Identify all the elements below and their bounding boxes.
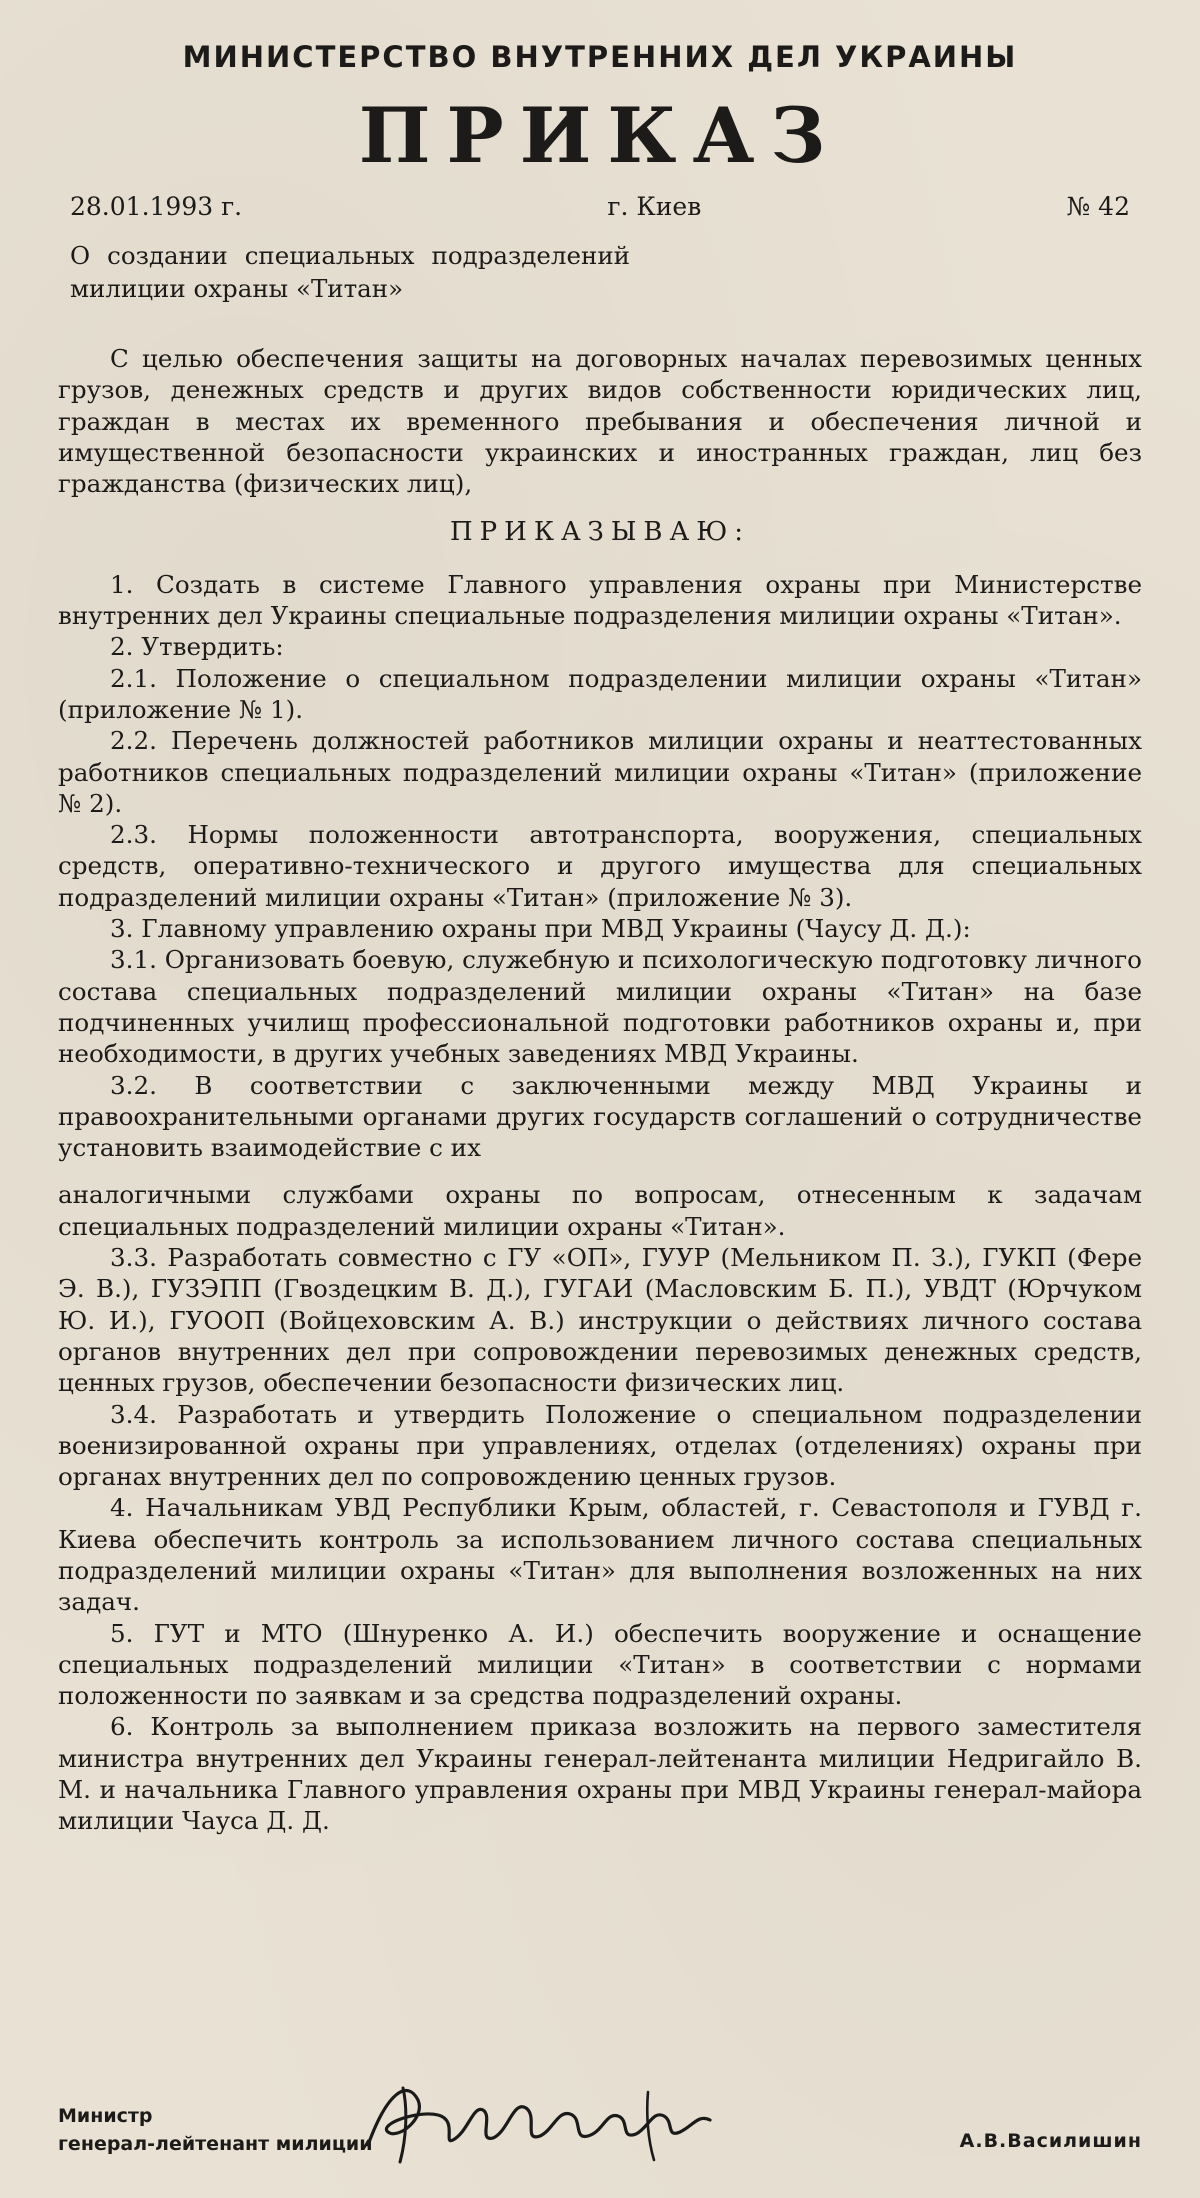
order-heading: ПРИКАЗЫВАЮ: xyxy=(449,517,751,548)
handwritten-signature-icon xyxy=(348,2070,748,2170)
item-2-2: 2.2. Перечень должностей работников милиции охраны и неаттестованных работников специальных подразделений милиции охраны «Титан» (приложение № 2). xyxy=(58,726,1142,818)
signature-block xyxy=(58,2100,1142,2170)
order-number: № 42 xyxy=(1066,192,1130,221)
item-3-2-continued: аналогичными службами охраны по вопросам, отнесенным к задачам специальных подразделений милиции охраны «Титан». xyxy=(58,1180,1142,1241)
preamble: С целью обеспечения защиты на договорных началах перевозимых ценных грузов, денежных средств и других видов собственности юридических лиц, граждан в местах их временного пребывания и обеспечения личной и имущественной безопасности украинских и иностранных граждан, лиц без гражданства (физических лиц), xyxy=(58,344,1142,499)
item-2: 2. Утвердить: xyxy=(110,632,284,662)
item-1: 1. Создать в системе Главного управления охраны при Министерстве внутренних дел Украины специальные подразделения милиции охраны «Титан». xyxy=(58,569,1142,631)
column-join-gap xyxy=(58,1163,1142,1179)
order-date: 28.01.1993 г. xyxy=(70,192,243,221)
item-3-2: 3.2. В соответствии с заключенными между МВД Украины и правоохранительными органами других государств соглашений о сотрудничестве установить взаимодействие с их xyxy=(58,1070,1142,1163)
item-5: 5. ГУТ и МТО (Шнуренко А. И.) обеспечить вооружение и оснащение специальных подразделений милиции «Титан» в соответствии с нормами положенности по заявкам и за средства подразделений охраны. xyxy=(58,1618,1142,1711)
item-3-4: 3.4. Разработать и утвердить Положение о специальном подразделении военизированной охраны при управлениях, отделах (отделениях) охраны при органах внутренних дел по сопровождению ценных грузов. xyxy=(58,1399,1142,1492)
item-2-1: 2.1. Положение о специальном подразделении милиции охраны «Титан» (приложение № 1). xyxy=(58,663,1142,724)
order-body xyxy=(58,343,1142,1837)
signatory-title xyxy=(58,2102,373,2158)
order-meta xyxy=(58,192,1142,221)
document-title: ПРИКАЗ xyxy=(358,91,842,180)
ministry-name: МИНИСТЕРСТВО ВНУТРЕННИХ ДЕЛ УКРАИНЫ xyxy=(182,40,1018,74)
item-3-3: 3.3. Разработать совместно с ГУ «ОП», ГУУР (Мельником П. З.), ГУКП (Фере Э. В.), ГУЗЭПП (Гвоздецким В. Д.), ГУГАИ (Масловским Б. П.), УВДТ (Юрчуком Ю. И.), ГУООП (Войцеховским А. В.) инструкции о действиях личного состава органов внутренних дел при сопровождении перевозимых денежных средств, ценных грузов, обеспечении безопасности физических лиц. xyxy=(58,1243,1142,1398)
item-6: 6. Контроль за выполнением приказа возложить на первого заместителя министра внутренних дел Украины генерал-лейтенанта милиции Недригайло В. М. и начальника Главного управления охраны при МВД Украины генерал-майора милиции Чауса Д. Д. xyxy=(58,1712,1142,1836)
item-3: 3. Главному управлению охраны при МВД Украины (Чаусу Д. Д.): xyxy=(110,914,971,944)
signatory-position: Министр xyxy=(58,2105,153,2127)
order-subject: О создании специальных подразделений милиции охраны «Титан» xyxy=(70,241,630,303)
signatory-rank: генерал-лейтенант милиции xyxy=(58,2133,373,2155)
order-city: г. Киев xyxy=(607,192,702,221)
item-3-1: 3.1. Организовать боевую, служебную и психологическую подготовку личного состава специальных подразделений милиции охраны «Титан» на базе подчиненных училищ профессиональной подготовки работников охраны и, при необходимости, в других учебных заведениях МВД Украины. xyxy=(58,945,1142,1069)
item-4: 4. Начальникам УВД Республики Крым, областей, г. Севастополя и ГУВД г. Киева обеспечить контроль за использованием личного состава специальных подразделений милиции охраны «Титан» для выполнения возложенных на них задач. xyxy=(58,1493,1142,1617)
signatory-name: А.В.Василишин xyxy=(959,2130,1142,2152)
item-2-3: 2.3. Нормы положенности автотранспорта, вооружения, специальных средств, оперативно-технического и другого имущества для специальных подразделений милиции охраны «Титан» (приложение № 3). xyxy=(58,820,1142,912)
